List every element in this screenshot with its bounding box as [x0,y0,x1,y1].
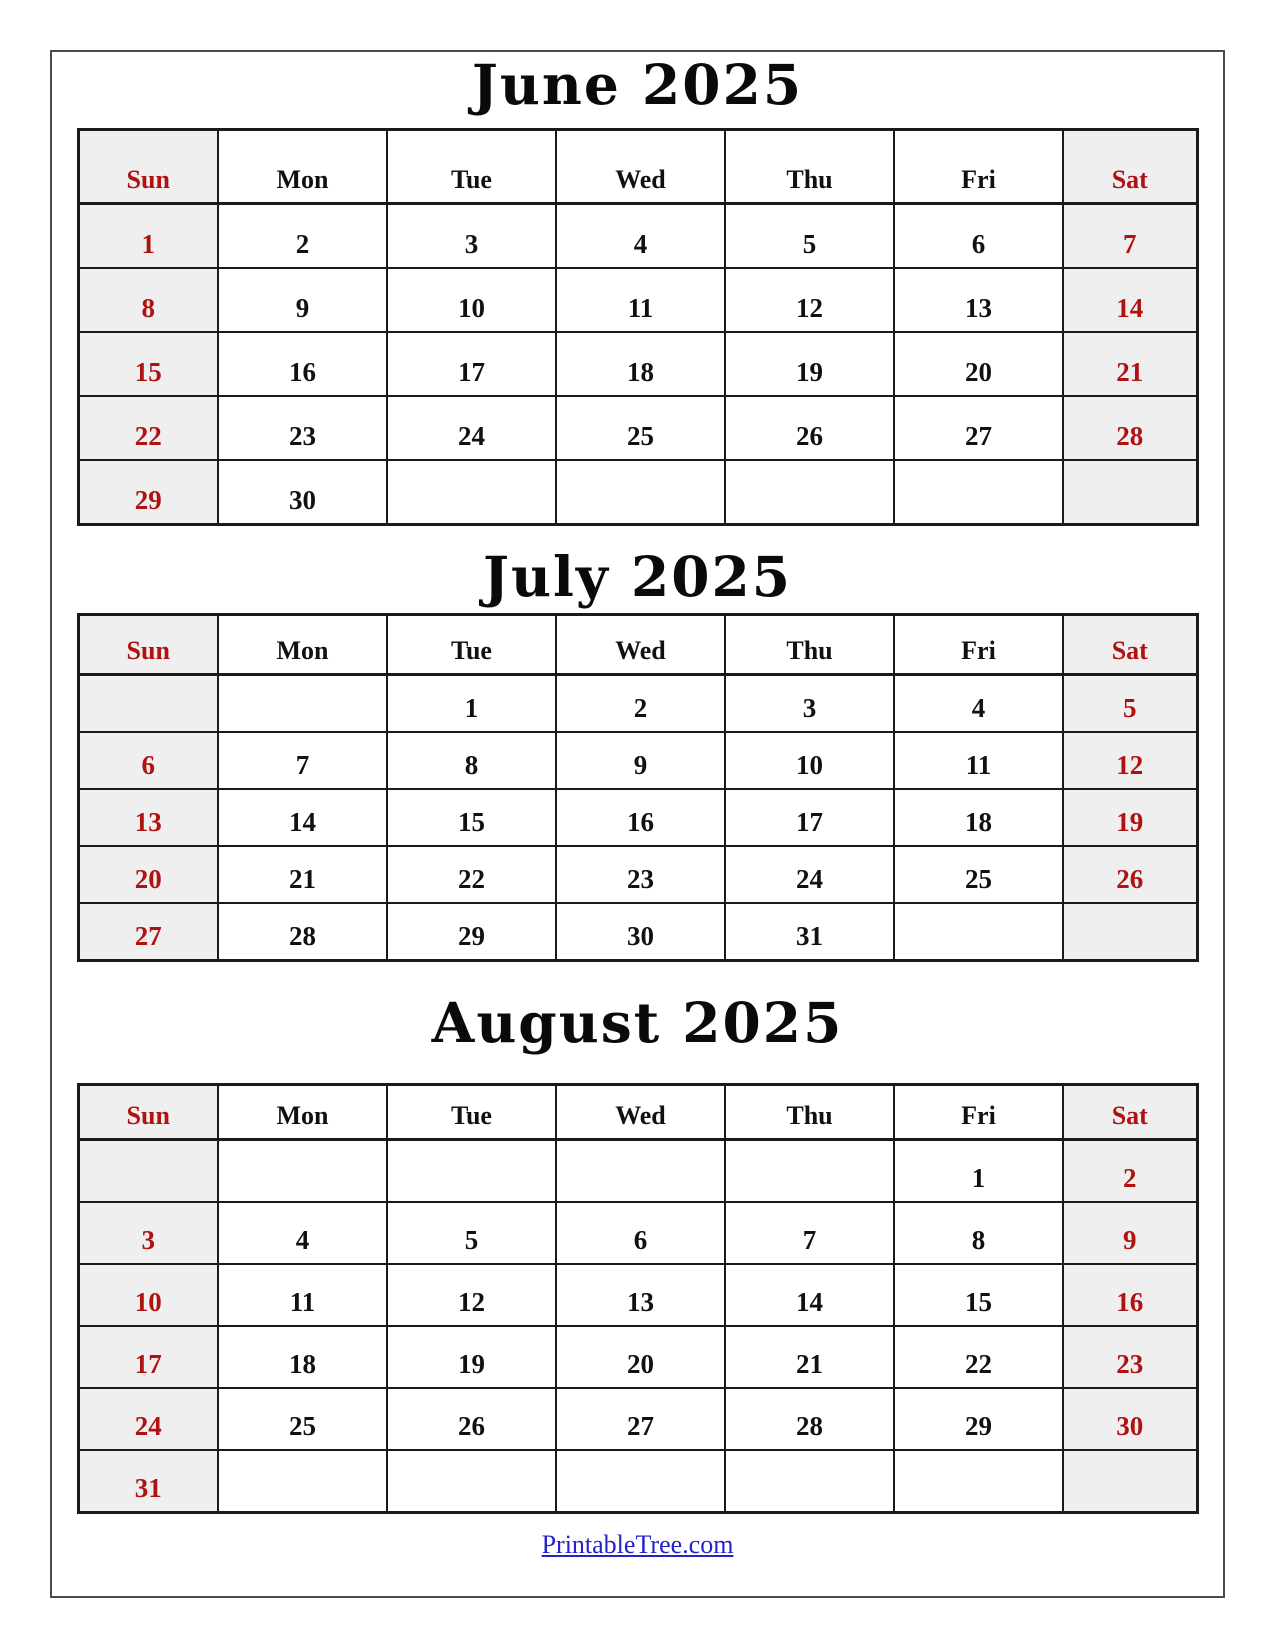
date-cell-9: 9 [556,732,725,789]
day-header-mon: Mon [218,130,387,204]
date-cell-empty [725,1140,894,1203]
week-row [78,204,1197,269]
month-title-august-2025: August 2025 [431,990,844,1055]
date-cell-empty [218,1140,387,1203]
date-cell-3: 3 [387,204,556,269]
date-cell-10: 10 [387,268,556,332]
date-cell-20: 20 [556,1326,725,1388]
calendar-table-august-2025 [77,1083,1199,1514]
date-cell-14: 14 [725,1264,894,1326]
date-cell-empty [387,1450,556,1513]
date-cell-11: 11 [556,268,725,332]
week-row [78,1140,1197,1203]
date-cell-12: 12 [725,268,894,332]
day-header-fri: Fri [894,130,1063,204]
date-cell-11: 11 [218,1264,387,1326]
date-cell-2: 2 [1063,1140,1197,1203]
day-header-fri: Fri [894,615,1063,675]
day-header-sun: Sun [78,615,218,675]
date-cell-19: 19 [725,332,894,396]
date-cell-22: 22 [894,1326,1063,1388]
date-cell-22: 22 [387,846,556,903]
date-cell-2: 2 [218,204,387,269]
date-cell-13: 13 [78,789,218,846]
date-cell-13: 13 [894,268,1063,332]
date-cell-4: 4 [894,675,1063,733]
date-cell-15: 15 [894,1264,1063,1326]
day-header-sat: Sat [1063,130,1197,204]
date-cell-26: 26 [725,396,894,460]
date-cell-5: 5 [387,1202,556,1264]
date-cell-29: 29 [387,903,556,961]
day-header-mon: Mon [218,1085,387,1140]
day-header-tue: Tue [387,615,556,675]
date-cell-28: 28 [1063,396,1197,460]
date-cell-18: 18 [894,789,1063,846]
date-cell-8: 8 [387,732,556,789]
date-cell-23: 23 [556,846,725,903]
day-header-mon: Mon [218,615,387,675]
week-row [78,903,1197,961]
week-row [78,332,1197,396]
date-cell-28: 28 [218,903,387,961]
date-cell-26: 26 [1063,846,1197,903]
printabletree-link[interactable]: PrintableTree.com [541,1530,734,1559]
week-row [78,268,1197,332]
week-row [78,1450,1197,1513]
months-container [52,54,1223,1514]
date-cell-7: 7 [1063,204,1197,269]
calendar-table-june-2025 [77,128,1199,526]
date-cell-21: 21 [218,846,387,903]
date-cell-30: 30 [556,903,725,961]
date-cell-1: 1 [894,1140,1063,1203]
calendar-table-july-2025 [77,613,1199,962]
week-row [78,1264,1197,1326]
date-cell-2: 2 [556,675,725,733]
date-cell-12: 12 [1063,732,1197,789]
week-row [78,396,1197,460]
page-frame [50,50,1225,1598]
date-cell-4: 4 [218,1202,387,1264]
month-july-2025 [52,546,1223,962]
date-cell-20: 20 [894,332,1063,396]
date-cell-16: 16 [1063,1264,1197,1326]
month-august-2025 [52,992,1223,1514]
date-cell-27: 27 [78,903,218,961]
date-cell-empty [387,1140,556,1203]
weekday-header-row [78,130,1197,204]
date-cell-17: 17 [387,332,556,396]
date-cell-29: 29 [894,1388,1063,1450]
week-row [78,789,1197,846]
date-cell-empty [387,460,556,525]
day-header-tue: Tue [387,1085,556,1140]
week-row [78,1326,1197,1388]
date-cell-18: 18 [556,332,725,396]
date-cell-3: 3 [78,1202,218,1264]
date-cell-29: 29 [78,460,218,525]
date-cell-11: 11 [894,732,1063,789]
date-cell-8: 8 [78,268,218,332]
date-cell-26: 26 [387,1388,556,1450]
date-cell-30: 30 [218,460,387,525]
week-row [78,846,1197,903]
day-header-wed: Wed [556,615,725,675]
date-cell-3: 3 [725,675,894,733]
date-cell-5: 5 [725,204,894,269]
date-cell-13: 13 [556,1264,725,1326]
date-cell-6: 6 [78,732,218,789]
date-cell-15: 15 [78,332,218,396]
date-cell-21: 21 [1063,332,1197,396]
date-cell-9: 9 [1063,1202,1197,1264]
date-cell-empty [556,1140,725,1203]
week-row [78,1202,1197,1264]
day-header-sun: Sun [78,130,218,204]
day-header-thu: Thu [725,1085,894,1140]
date-cell-16: 16 [556,789,725,846]
date-cell-19: 19 [387,1326,556,1388]
date-cell-30: 30 [1063,1388,1197,1450]
day-header-sat: Sat [1063,1085,1197,1140]
date-cell-27: 27 [894,396,1063,460]
date-cell-10: 10 [725,732,894,789]
date-cell-empty [218,1450,387,1513]
date-cell-1: 1 [78,204,218,269]
date-cell-empty [78,1140,218,1203]
date-cell-1: 1 [387,675,556,733]
date-cell-19: 19 [1063,789,1197,846]
month-title-june-2025: June 2025 [471,52,804,117]
date-cell-empty [78,675,218,733]
day-header-sat: Sat [1063,615,1197,675]
date-cell-4: 4 [556,204,725,269]
date-cell-17: 17 [725,789,894,846]
date-cell-17: 17 [78,1326,218,1388]
date-cell-28: 28 [725,1388,894,1450]
date-cell-empty [218,675,387,733]
date-cell-15: 15 [387,789,556,846]
date-cell-empty [725,460,894,525]
date-cell-6: 6 [556,1202,725,1264]
date-cell-14: 14 [1063,268,1197,332]
week-row [78,675,1197,733]
date-cell-24: 24 [78,1388,218,1450]
date-cell-31: 31 [78,1450,218,1513]
month-june-2025 [52,54,1223,526]
date-cell-25: 25 [894,846,1063,903]
date-cell-empty [894,460,1063,525]
day-header-fri: Fri [894,1085,1063,1140]
week-row [78,460,1197,525]
date-cell-14: 14 [218,789,387,846]
date-cell-8: 8 [894,1202,1063,1264]
date-cell-25: 25 [218,1388,387,1450]
date-cell-empty [1063,460,1197,525]
date-cell-23: 23 [218,396,387,460]
date-cell-27: 27 [556,1388,725,1450]
week-row [78,1388,1197,1450]
date-cell-24: 24 [725,846,894,903]
date-cell-7: 7 [725,1202,894,1264]
date-cell-empty [894,903,1063,961]
date-cell-empty [894,1450,1063,1513]
date-cell-6: 6 [894,204,1063,269]
date-cell-21: 21 [725,1326,894,1388]
date-cell-20: 20 [78,846,218,903]
date-cell-empty [1063,903,1197,961]
date-cell-23: 23 [1063,1326,1197,1388]
date-cell-18: 18 [218,1326,387,1388]
date-cell-12: 12 [387,1264,556,1326]
date-cell-empty [556,1450,725,1513]
date-cell-16: 16 [218,332,387,396]
date-cell-9: 9 [218,268,387,332]
week-row [78,732,1197,789]
day-header-tue: Tue [387,130,556,204]
date-cell-7: 7 [218,732,387,789]
date-cell-22: 22 [78,396,218,460]
date-cell-31: 31 [725,903,894,961]
day-header-thu: Thu [725,615,894,675]
date-cell-10: 10 [78,1264,218,1326]
day-header-wed: Wed [556,1085,725,1140]
date-cell-24: 24 [387,396,556,460]
weekday-header-row [78,1085,1197,1140]
date-cell-25: 25 [556,396,725,460]
date-cell-empty [725,1450,894,1513]
date-cell-empty [1063,1450,1197,1513]
day-header-thu: Thu [725,130,894,204]
date-cell-empty [556,460,725,525]
weekday-header-row [78,615,1197,675]
day-header-sun: Sun [78,1085,218,1140]
date-cell-5: 5 [1063,675,1197,733]
month-title-july-2025: July 2025 [482,544,793,609]
footer [52,1530,1223,1560]
day-header-wed: Wed [556,130,725,204]
